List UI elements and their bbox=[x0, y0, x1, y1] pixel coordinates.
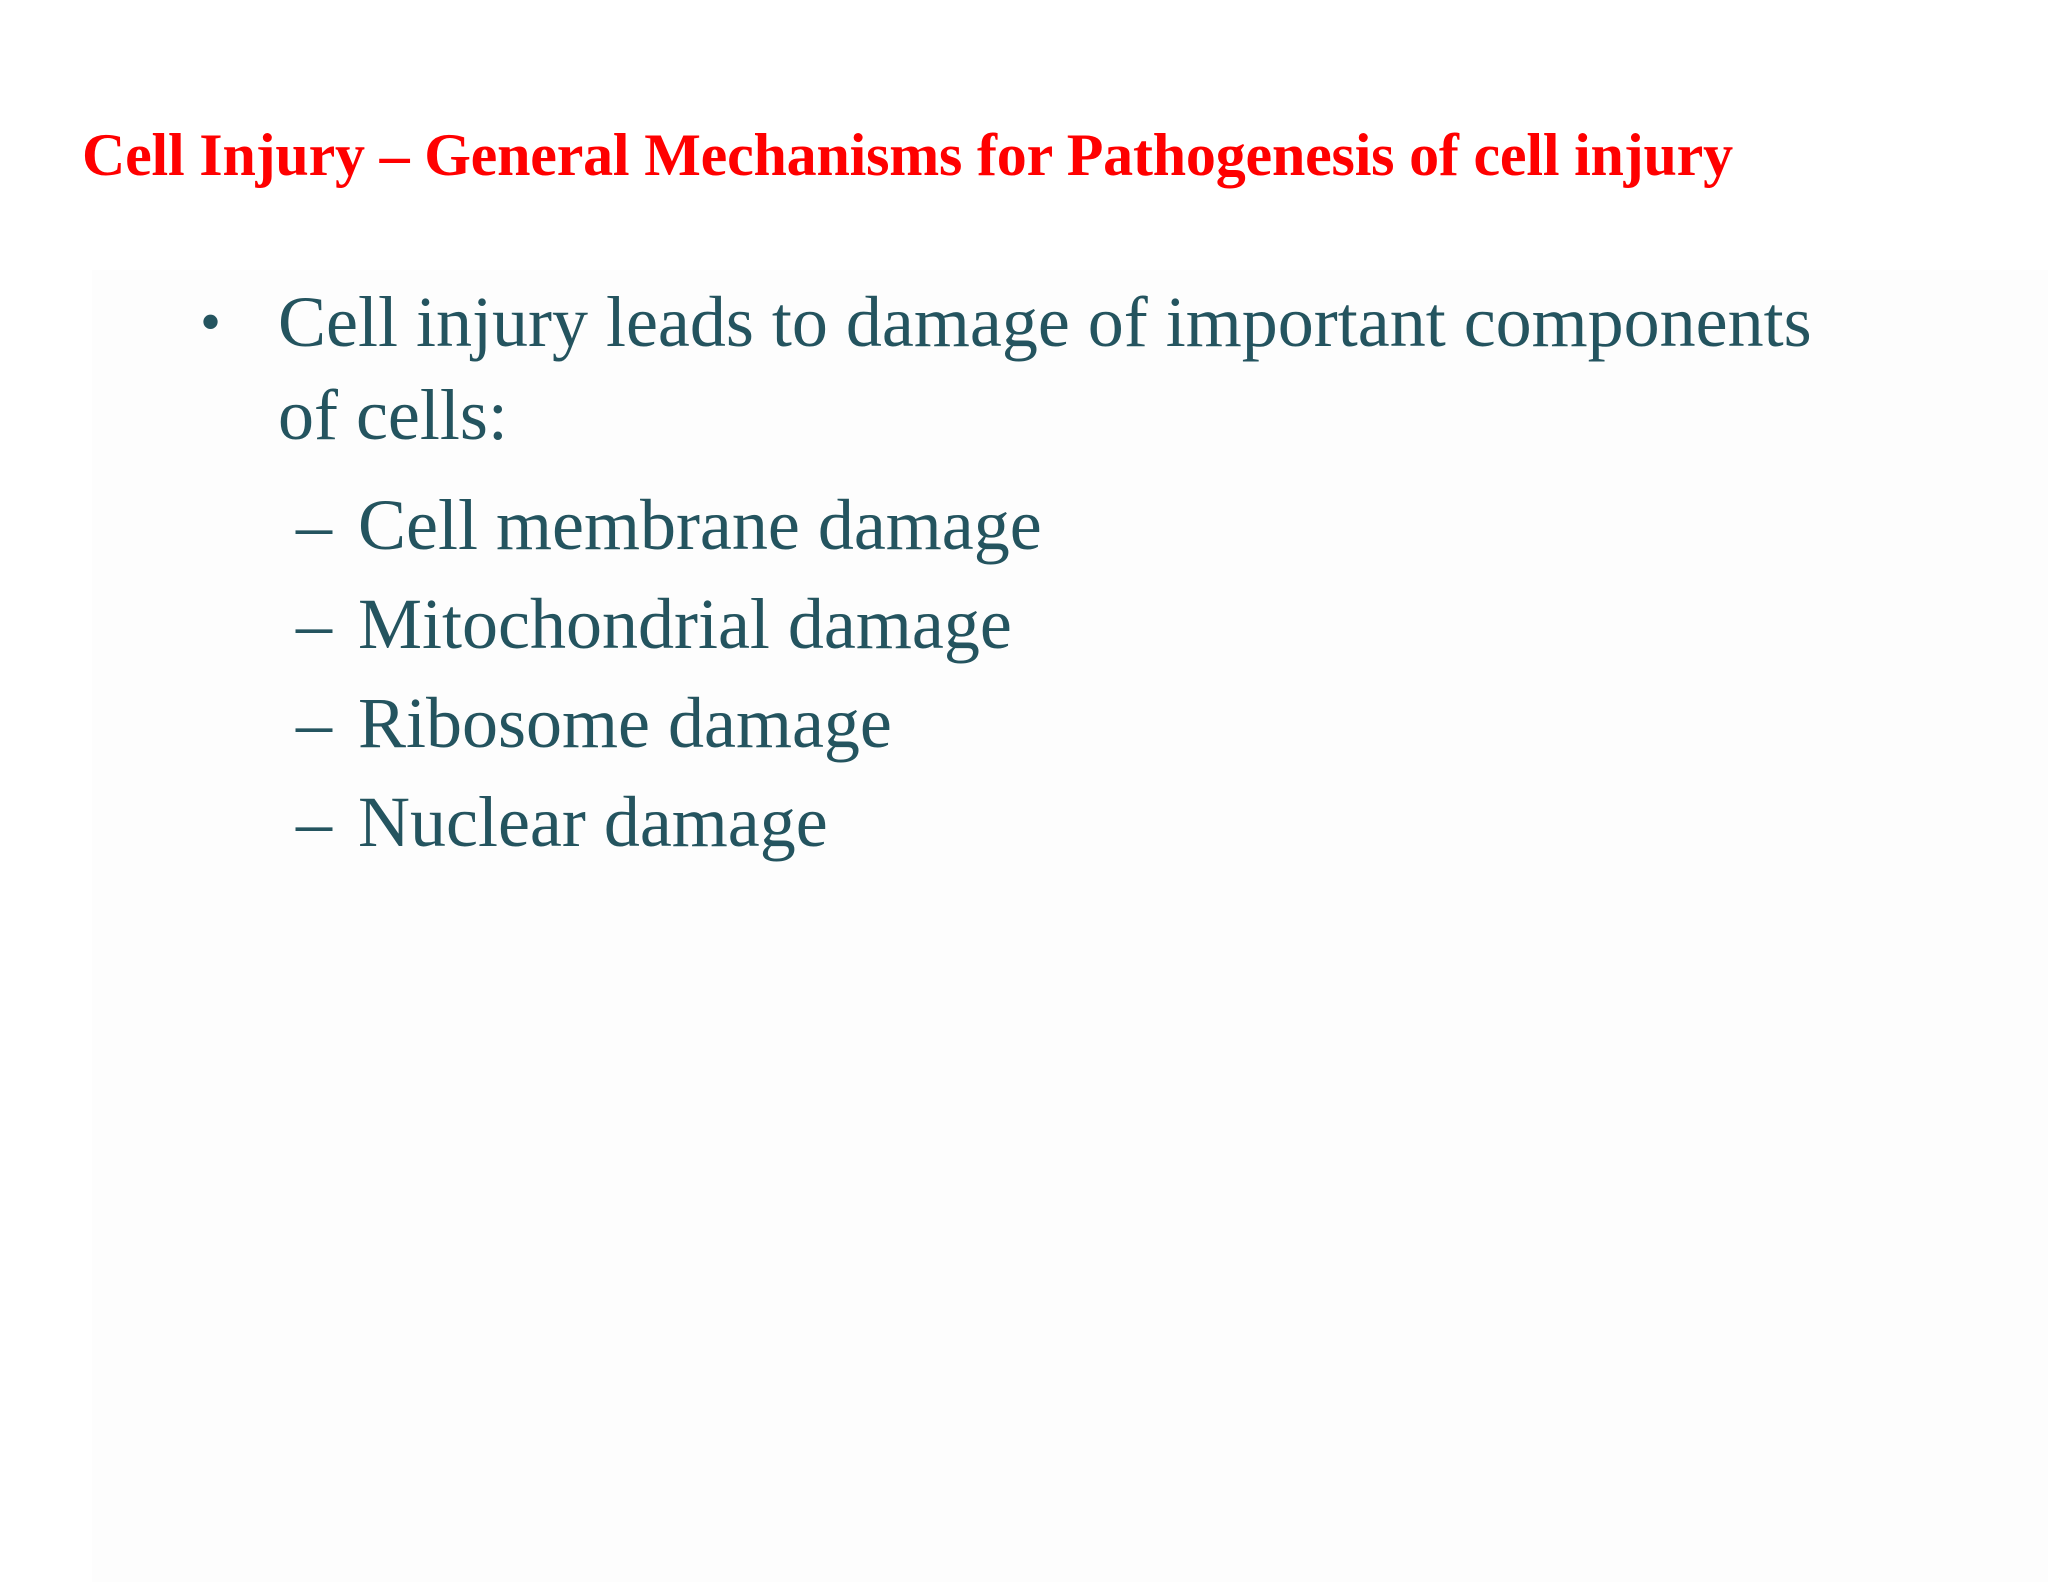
bullet-marker: • bbox=[200, 289, 222, 355]
bullet-text: Cell injury leads to damage of important components of cells: bbox=[278, 282, 1812, 455]
list-item bbox=[296, 476, 1042, 575]
list-item-text: Nuclear damage bbox=[358, 782, 828, 862]
damage-list bbox=[296, 476, 1042, 872]
list-item bbox=[296, 674, 1042, 773]
list-item bbox=[296, 575, 1042, 674]
dash-marker: – bbox=[296, 683, 332, 763]
list-item-text: Cell membrane damage bbox=[358, 485, 1042, 565]
list-item-text: Mitochondrial damage bbox=[358, 584, 1012, 664]
main-bullet bbox=[200, 276, 1840, 462]
dash-marker: – bbox=[296, 485, 332, 565]
dash-marker: – bbox=[296, 782, 332, 862]
content-panel bbox=[92, 270, 2048, 1582]
list-item bbox=[296, 773, 1042, 872]
list-item-text: Ribosome damage bbox=[358, 683, 892, 763]
dash-marker: – bbox=[296, 584, 332, 664]
slide-title: Cell Injury – General Mechanisms for Pathogenesis of cell injury bbox=[82, 122, 1733, 188]
